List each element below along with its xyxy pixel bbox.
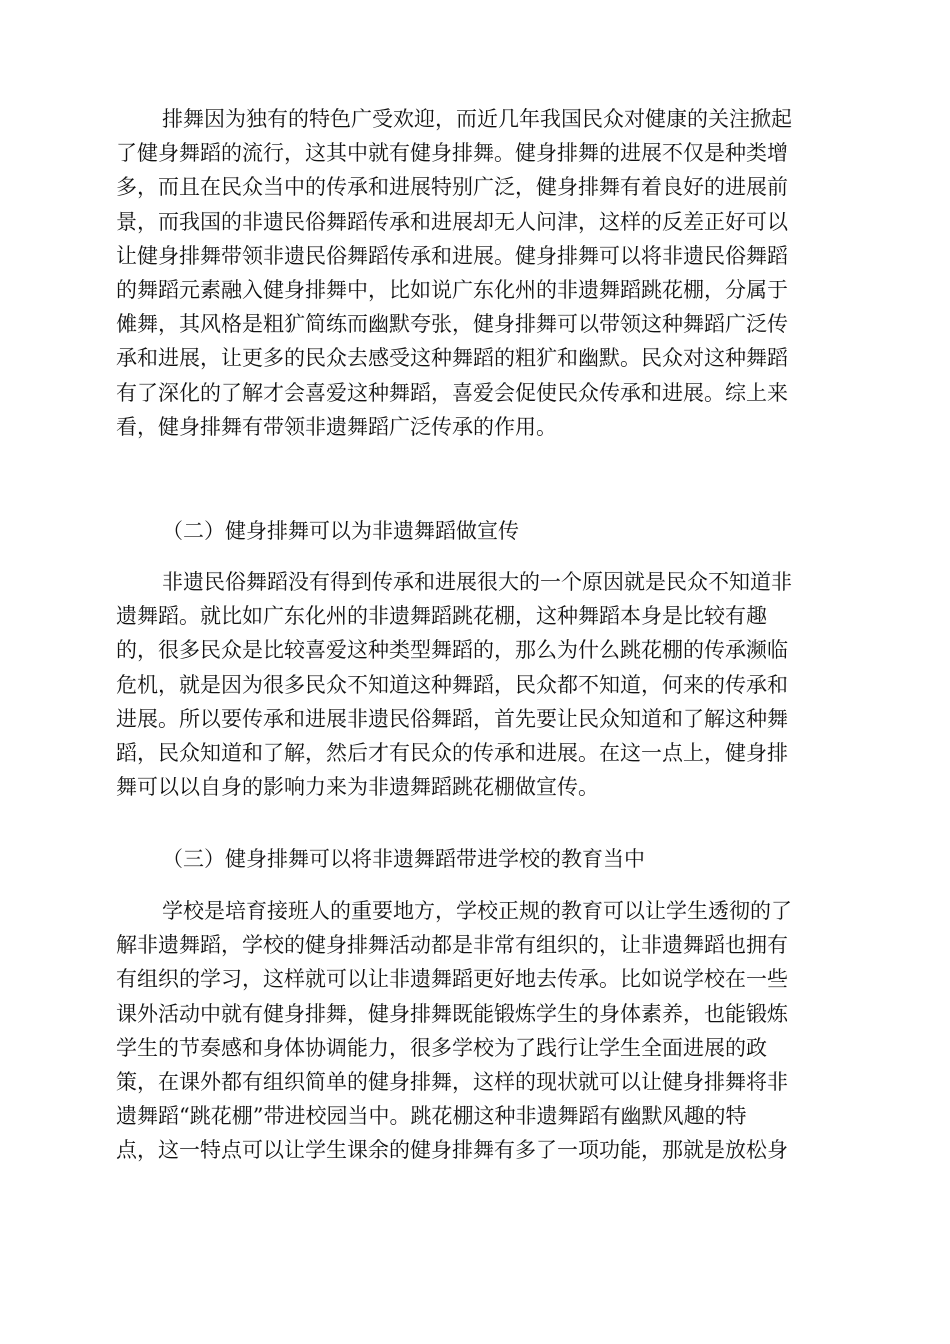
- text-line: 傩舞，其风格是粗犷简练而幽默夸张，健身排舞可以带领这种舞蹈广泛传: [116, 312, 788, 337]
- text-line: 景，而我国的非遗民俗舞蹈传承和进展却无人问津，这样的反差正好可以: [116, 209, 788, 234]
- text-line: 了健身舞蹈的流行，这其中就有健身排舞。健身排舞的进展不仅是种类增: [116, 141, 788, 166]
- text-line: 遗舞蹈“跳花棚”带进校园当中。跳花棚这种非遗舞蹈有幽默风趣的特: [116, 1104, 747, 1129]
- text-line: 有组织的学习，这样就可以让非遗舞蹈更好地去传承。比如说学校在一些: [116, 967, 788, 992]
- text-line: 看，健身排舞有带领非遗舞蹈广泛传承的作用。: [116, 414, 557, 439]
- text-line: 遗舞蹈。就比如广东化州的非遗舞蹈跳花棚，这种舞蹈本身是比较有趣: [116, 604, 767, 629]
- text-line: 的，很多民众是比较喜爱这种类型舞蹈的，那么为什么跳花棚的传承濒临: [116, 638, 788, 663]
- text-line: 蹈，民众知道和了解，然后才有民众的传承和进展。在这一点上，健身排: [116, 740, 788, 765]
- text-line: 解非遗舞蹈，学校的健身排舞活动都是非常有组织的，让非遗舞蹈也拥有: [116, 933, 788, 958]
- text-line: 进展。所以要传承和进展非遗民俗舞蹈，首先要让民众知道和了解这种舞: [116, 706, 788, 731]
- paragraph-fitness-line-dance-inheritance: [116, 102, 828, 444]
- text-line: 排舞因为独有的特色广受欢迎，而近几年我国民众对健康的关注掀起: [162, 107, 792, 131]
- text-line: 让健身排舞带领非遗民俗舞蹈传承和进展。健身排舞可以将非遗民俗舞蹈: [116, 243, 788, 268]
- text-line: 策，在课外都有组织简单的健身排舞，这样的现状就可以让健身排舞将非: [116, 1069, 788, 1094]
- text-line: 学校是培育接班人的重要地方，学校正规的教育可以让学生透彻的了: [162, 899, 792, 923]
- text-line: 舞可以以自身的影响力来为非遗舞蹈跳花棚做宣传。: [116, 775, 599, 800]
- section-heading-school-education: [116, 842, 828, 876]
- text-line: 非遗民俗舞蹈没有得到传承和进展很大的一个原因就是民众不知道非: [162, 570, 792, 594]
- text-line: 多，而且在民众当中的传承和进展特别广泛，健身排舞有着良好的进展前: [116, 175, 788, 200]
- text-line: 点，这一特点可以让学生课余的健身排舞有多了一项功能，那就是放松身: [116, 1138, 788, 1163]
- paragraph-publicity: [116, 565, 828, 804]
- section-heading-publicity: [116, 514, 828, 548]
- text-line: 的舞蹈元素融入健身排舞中，比如说广东化州的非遗舞蹈跳花棚，分属于: [116, 277, 788, 302]
- text-line: 学生的节奏感和身体协调能力，很多学校为了践行让学生全面进展的政: [116, 1035, 767, 1060]
- text-line: 承和进展，让更多的民众去感受这种舞蹈的粗犷和幽默。民众对这种舞蹈: [116, 346, 788, 371]
- section-heading-text: （二）健身排舞可以为非遗舞蹈做宣传: [162, 519, 519, 543]
- paragraph-school-education: [116, 894, 828, 1168]
- section-heading-text: （三）健身排舞可以将非遗舞蹈带进学校的教育当中: [162, 847, 645, 871]
- text-line: 危机，就是因为很多民众不知道这种舞蹈，民众都不知道，何来的传承和: [116, 672, 788, 697]
- text-line: 有了深化的了解才会喜爱这种舞蹈，喜爱会促使民众传承和进展。综上来: [116, 380, 788, 405]
- text-line: 课外活动中就有健身排舞，健身排舞既能锻炼学生的身体素养，也能锻炼: [116, 1001, 788, 1026]
